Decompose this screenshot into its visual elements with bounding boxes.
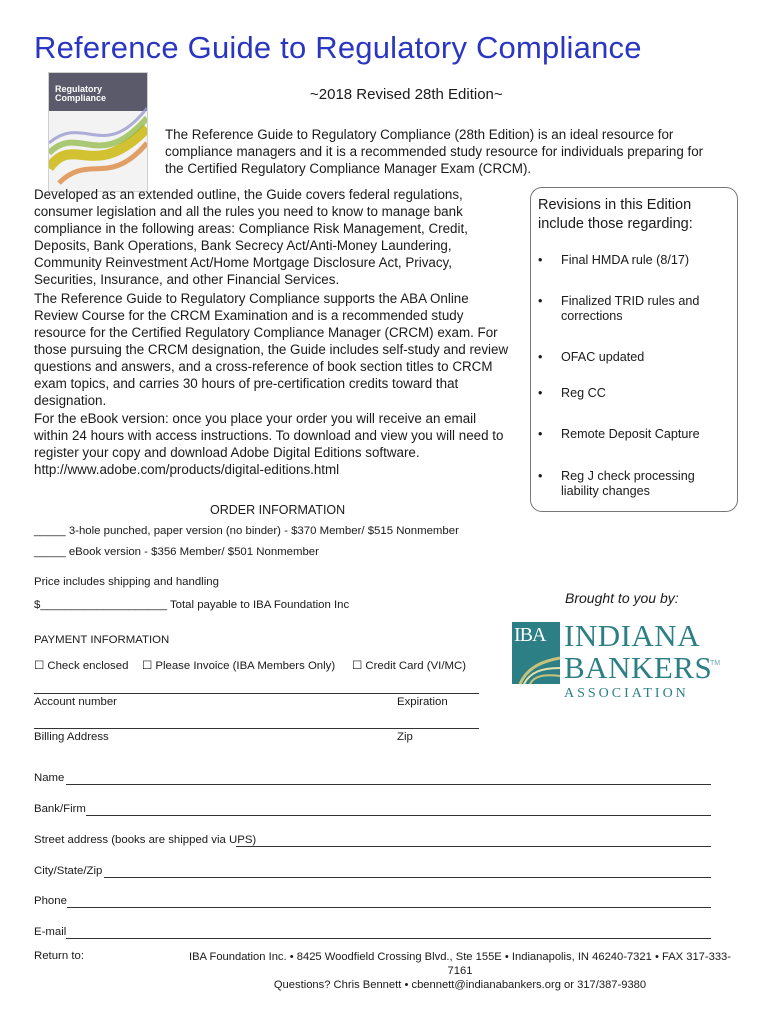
return-to-label: Return to: — [34, 950, 85, 962]
zip-label: Zip — [397, 731, 413, 743]
page-title: Reference Guide to Regulatory Compliance — [34, 30, 642, 65]
phone-label: Phone — [34, 895, 67, 907]
name-input-line[interactable] — [66, 784, 711, 785]
brought-to-you-by: Brought to you by: — [565, 590, 679, 606]
street-address-label: Street address (books are shipped via UPS) — [34, 834, 257, 846]
logo-association-text: ASSOCIATION — [564, 686, 689, 701]
invoice-checkbox[interactable]: ☐ Please Invoice (IBA Members Only) — [142, 660, 336, 672]
order-option-paper[interactable]: _____ 3-hole punched, paper version (no binder) - $370 Member/ $515 Nonmember — [34, 525, 459, 537]
order-information-heading: ORDER INFORMATION — [210, 503, 346, 517]
logo-wheat-graphic — [512, 622, 562, 686]
bullet-icon: • — [538, 294, 543, 308]
book-cover-image — [48, 72, 148, 192]
logo-indiana-text: INDIANA — [564, 618, 701, 653]
bullet-icon: • — [538, 386, 543, 400]
credit-card-checkbox[interactable]: ☐ Credit Card (VI/MC) — [352, 660, 467, 672]
bullet-icon: • — [538, 350, 543, 364]
intro-text: The Reference Guide to Regulatory Compliance (28th Edition) is an ideal resource for compliance managers and it is a recommended study resource for individuals preparing for the Certified Regulatory Compliance Manager Exam (CRCM). — [165, 127, 704, 176]
mailing-address: IBA Foundation Inc. • 8425 Woodfield Crossing Blvd., Ste 155E • Indianapolis, IN 46240-7321 • FAX 317-333-7161 — [188, 951, 732, 977]
phone-input-line[interactable] — [67, 907, 711, 908]
bullet-icon: • — [538, 469, 543, 483]
description-paragraph-1: Developed as an extended outline, the Guide covers federal regulations, consumer legislation and all the rules you need to know to manage bank compliance in the following areas: Compliance Risk Management, Credit, Deposits, Bank Operations, Bank Secrecy Act/Anti-Money Laundering, Community Reinvestment Act/Home Mortgage Disclosure Act, Privacy, Securities, Insurance, and other Financial Services. — [34, 187, 468, 287]
account-number-label: Account number — [34, 696, 117, 708]
email-label: E-mail — [34, 926, 67, 938]
logo-trademark: TM — [710, 660, 721, 667]
cover-title-line1: Regulatory — [55, 84, 103, 94]
cover-wave-graphic — [49, 73, 147, 191]
billing-address-line[interactable] — [34, 728, 479, 729]
description-paragraph-2: The Reference Guide to Regulatory Compliance supports the ABA Online Review Course for the CRCM Examination and is a recommended study resource for the Certified Regulatory Compliance Manager (CRCM) exam. For those pursuing the CRCM designation, the Guide includes self-study and review questions and answers, and a cross-reference of book section titles to CRCM exam topics, and carries 30 hours of pre-certification credits toward that designation. — [34, 291, 509, 408]
check-enclosed-checkbox[interactable]: ☐ Check enclosed — [34, 660, 129, 672]
expiration-label: Expiration — [397, 696, 448, 708]
order-option-ebook[interactable]: _____ eBook version - $356 Member/ $501 Nonmember — [34, 546, 319, 558]
account-number-line[interactable] — [34, 693, 479, 694]
bank-firm-input-line[interactable] — [86, 815, 711, 816]
edition-label: ~2018 Revised 28th Edition~ — [310, 86, 503, 103]
city-state-zip-label: City/State/Zip — [34, 865, 103, 877]
email-input-line[interactable] — [66, 938, 711, 939]
bullet-icon: • — [538, 427, 543, 441]
name-label: Name — [34, 772, 65, 784]
total-payable-field[interactable]: $____________________ Total payable to IBA Foundation Inc — [34, 599, 350, 611]
contact-questions: Questions? Chris Bennett • cbennett@indianabankers.org or 317/387-9380 — [273, 979, 647, 991]
return-address — [185, 950, 735, 992]
bank-firm-label: Bank/Firm — [34, 803, 86, 815]
cover-title-line2: Compliance — [55, 93, 107, 103]
revisions-title: Revisions in this Edition include those regarding: — [538, 197, 693, 232]
ebook-paragraph: For the eBook version: once you place your order you will receive an email within 24 hours with access instructions. To download and view you will need to register your copy and download Adobe Digital Editions software. http://www.adobe.com/products/digital-editions.html — [34, 411, 504, 477]
payment-information-heading: PAYMENT INFORMATION — [34, 634, 170, 646]
bullet-icon: • — [538, 253, 543, 267]
logo-bankers-text: BANKERS — [564, 650, 713, 685]
logo-iba-text: IBA — [514, 624, 546, 646]
street-address-input-line[interactable] — [236, 846, 711, 847]
indiana-bankers-logo — [510, 620, 720, 710]
city-state-zip-input-line[interactable] — [104, 877, 711, 878]
billing-address-label: Billing Address — [34, 731, 109, 743]
shipping-note: Price includes shipping and handling — [34, 576, 219, 588]
